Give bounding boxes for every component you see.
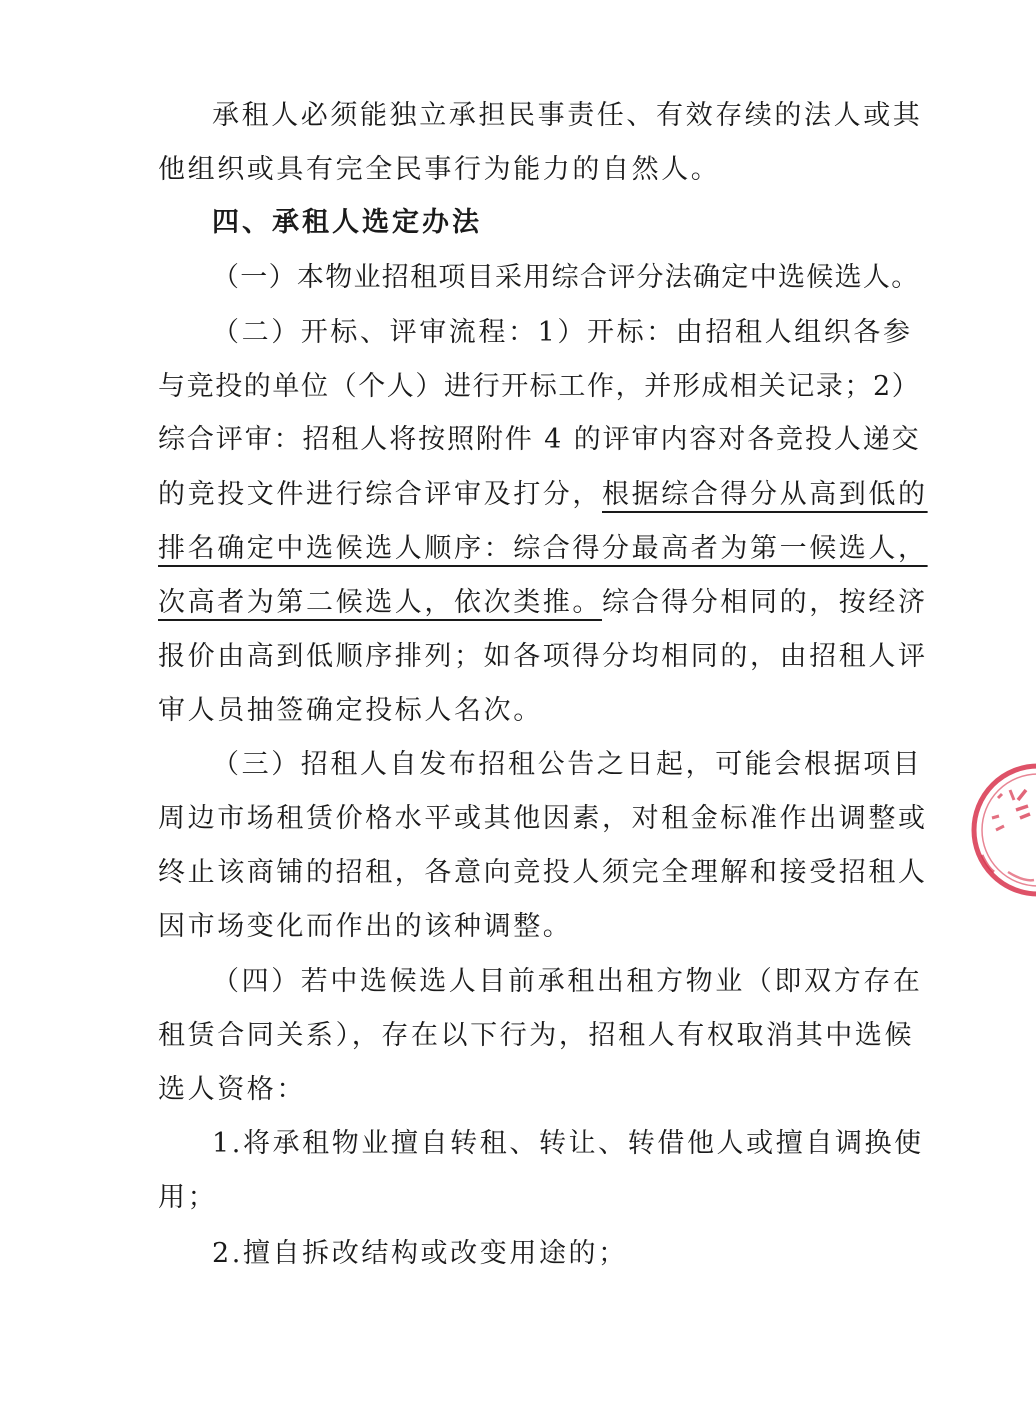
paragraph-line: 审人员抽签确定投标人名次。 [158,695,543,726]
list-item: 2.擅自拆改结构或改变用途的； [212,1238,628,1269]
paragraph-line: 综合评审：招租人将按照附件 4 的评审内容对各竞投人递交 [158,424,921,455]
paragraph-line: （三）招租人自发布招租公告之日起，可能会根据项目 [212,749,923,780]
underlined-text: 排名确定中选候选人顺序：综合得分最高者为第一候选人， [158,533,928,564]
list-item: 1.将承租物业擅自转租、转让、转借他人或擅自调换使 [212,1128,924,1159]
list-item: 用； [158,1182,218,1213]
paragraph-line [0,583,1036,623]
paragraph-line: 报价由高到低顺序排列；如各项得分均相同的，由招租人评 [158,641,928,672]
paragraph-line: 租赁合同关系），存在以下行为，招租人有权取消其中选候 [158,1020,915,1051]
paragraph-line [0,529,1036,569]
paragraph-line: 他组织或具有完全民事行为能力的自然人。 [158,154,721,185]
line-text: 综合得分相同的，按经济 [602,587,928,618]
paragraph-line: 承租人必须能独立承担民事责任、有效存续的法人或其 [212,100,923,131]
paragraph-line: 与竞投的单位（个人）进行开标工作，并形成相关记录；2） [158,371,921,402]
paragraph-line: （四）若中选候选人目前承租出租方物业（即双方存在 [212,966,923,997]
underlined-text: 次高者为第二候选人，依次类推。 [158,587,602,618]
official-seal-stamp [968,760,1036,900]
paragraph-line: 选人资格： [158,1074,306,1105]
section-heading: 四、承租人选定办法 [212,207,482,238]
paragraph-line: （一）本物业招租项目采用综合评分法确定中选候选人。 [212,262,920,293]
underlined-text: 根据综合得分从高到低的 [602,479,928,510]
paragraph-line: 因市场变化而作出的该种调整。 [158,911,573,942]
paragraph-line: 周边市场租赁价格水平或其他因素，对租金标准作出调整或 [158,803,928,834]
paragraph-line: （二）开标、评审流程：1）开标：由招租人组织各参 [212,317,913,348]
line-text: 的竞投文件进行综合评审及打分， [158,479,602,510]
paragraph-line: 终止该商铺的招租，各意向竞投人须完全理解和接受招租人 [158,857,928,888]
paragraph-line [0,475,1036,515]
